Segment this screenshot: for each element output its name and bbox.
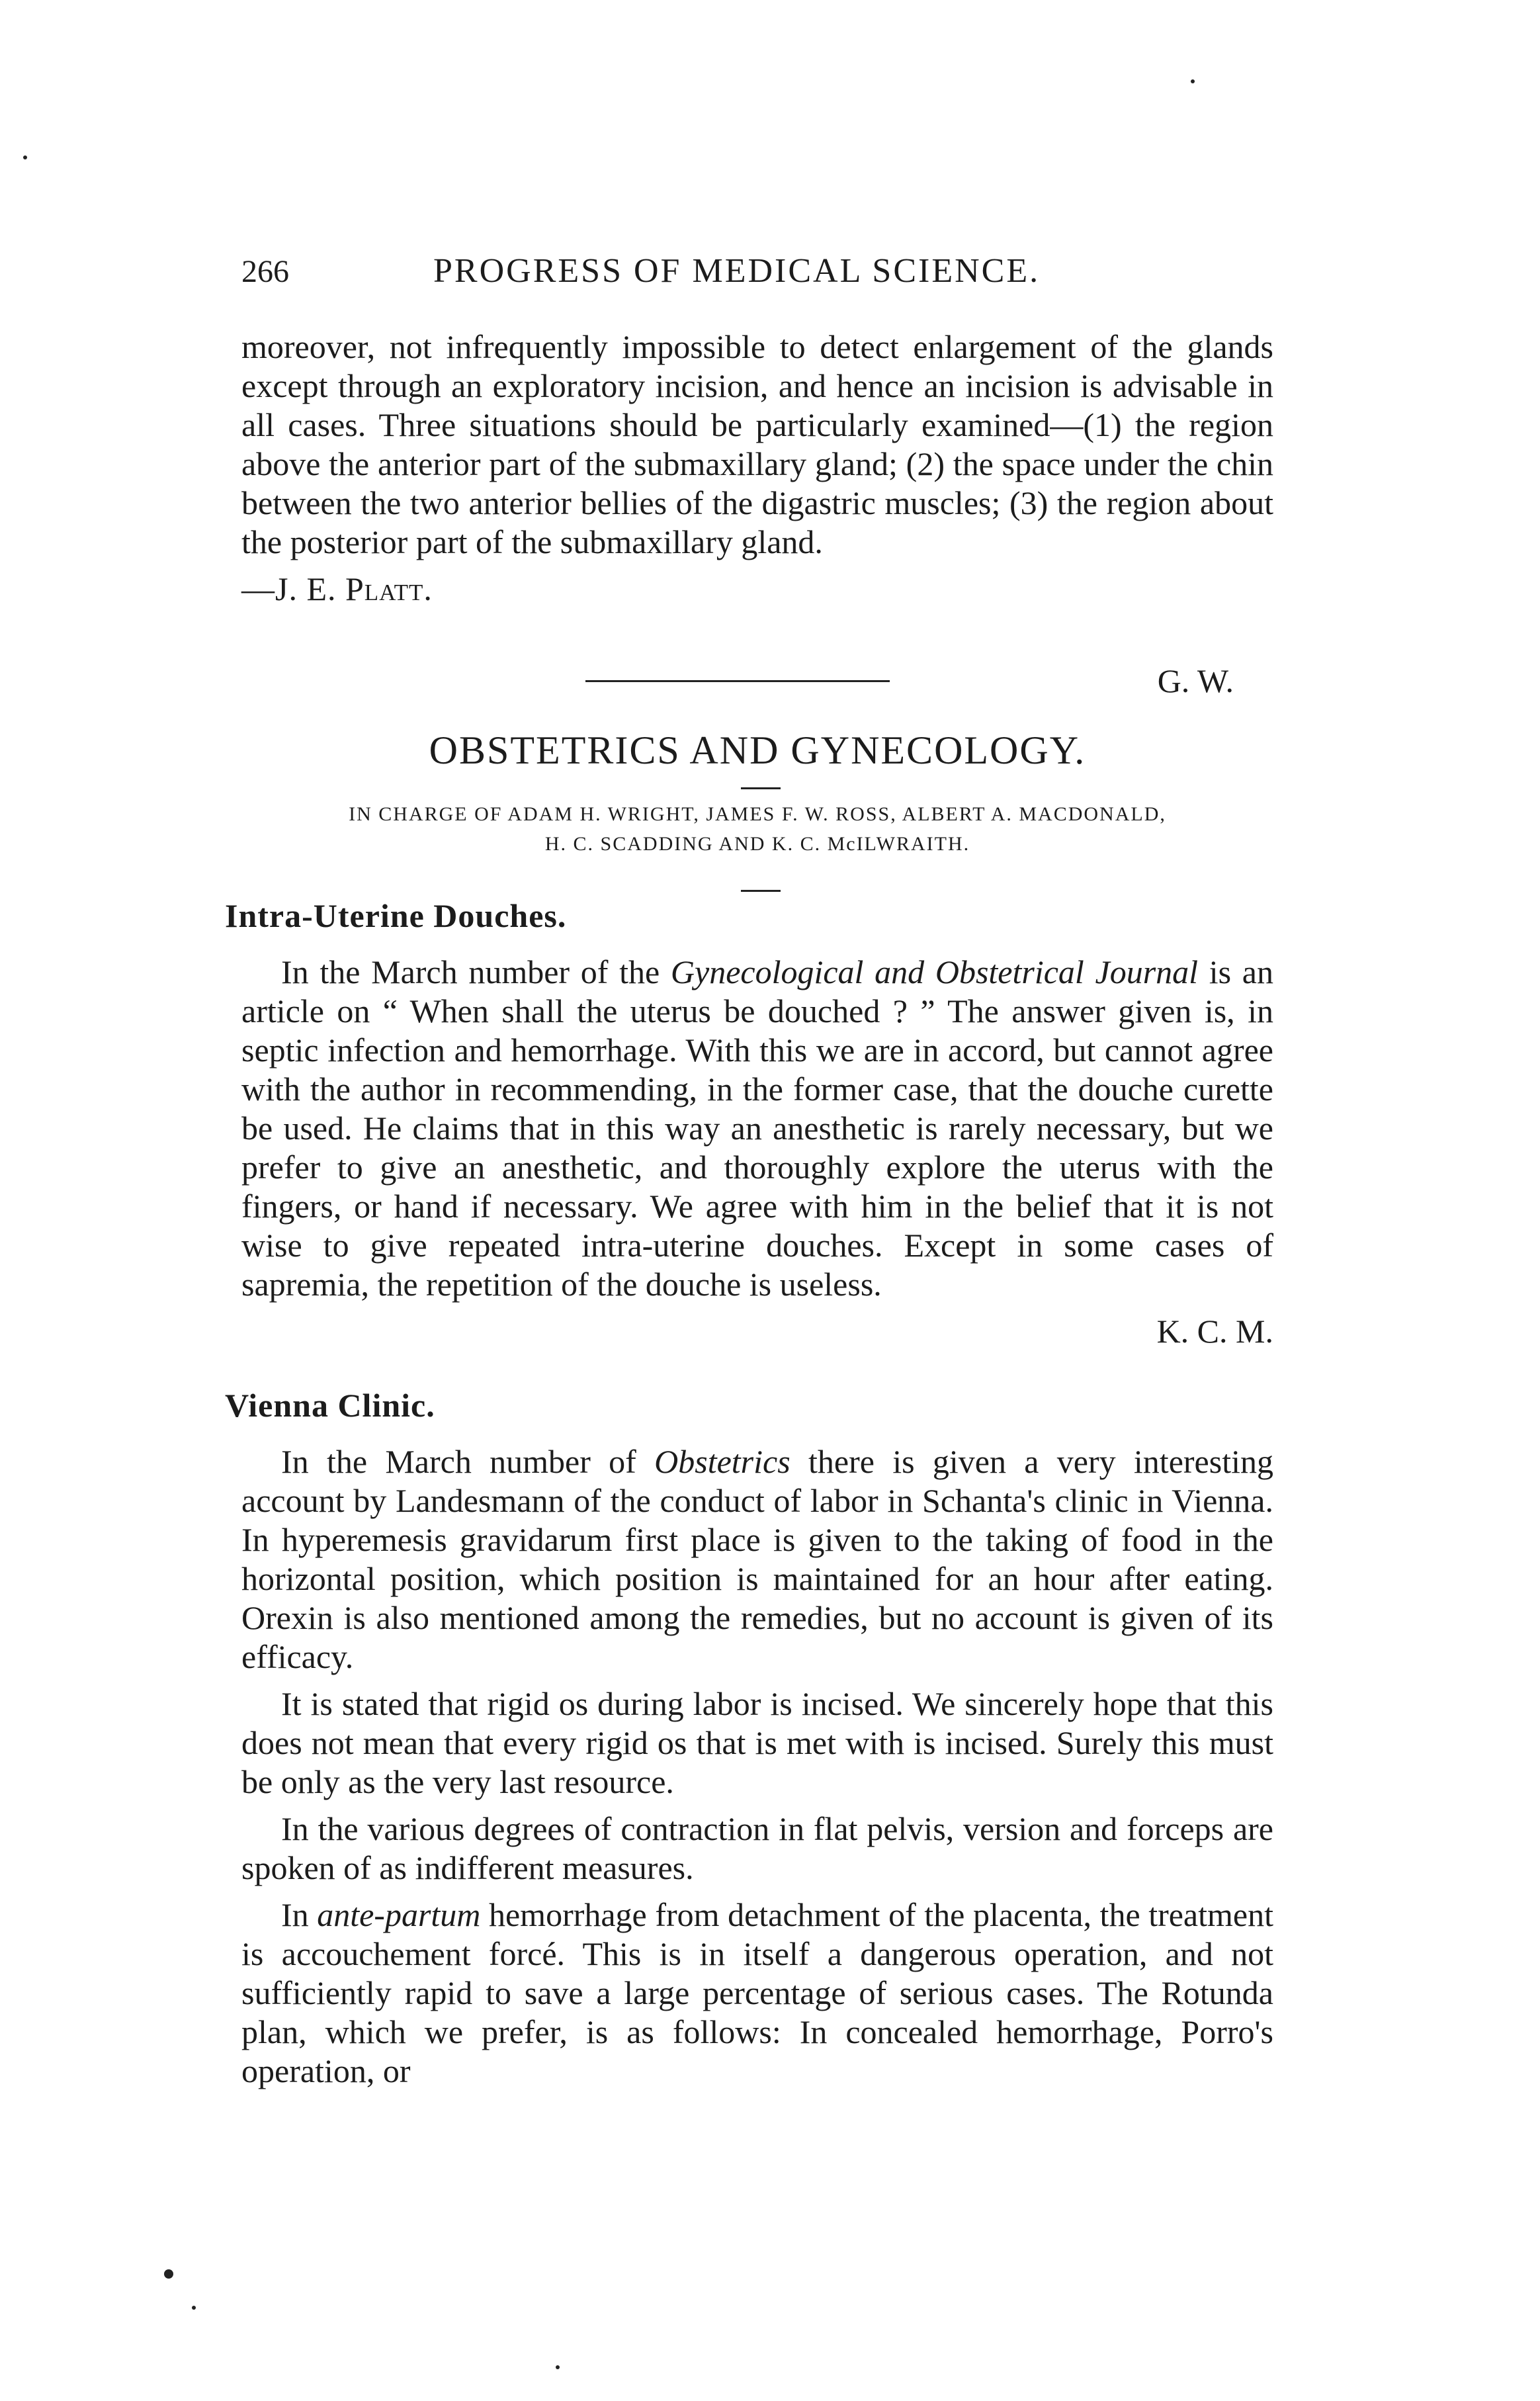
article-signature: K. C. M. <box>1156 1313 1273 1350</box>
article-paragraph: In the various degrees of contraction in flat pelvis, version and forceps are spoken of as indifferent measures. <box>241 1810 1273 1886</box>
page-number: 266 <box>241 254 289 289</box>
journal-title: Obstetrics <box>654 1443 791 1480</box>
article-heading: Vienna Clinic. <box>225 1387 435 1424</box>
latin-term: ante-partum <box>317 1896 481 1933</box>
editors-line-2: H. C. SCADDING AND K. C. McILWRAITH. <box>544 833 970 855</box>
journal-title: Gynecological and Obstetrical Journal <box>670 953 1199 990</box>
running-title: PROGRESS OF MEDICAL SCIENCE. <box>433 252 1041 290</box>
section-title: OBSTETRICS AND GYNECOLOGY. <box>429 728 1086 772</box>
title-rule <box>741 787 781 789</box>
editors-line-1: IN CHARGE OF ADAM H. WRIGHT, JAMES F. W. ROSS, ALBERT A. MACDONALD, <box>349 803 1166 825</box>
editors-rule <box>741 890 781 892</box>
continued-paragraph: moreover, not infrequently impossible to detect enlargement of the glands except through an exploratory incision, and hence an incision is advisable in all cases. Three situations should be particularly examined—(1) the region above the anterior part of the submaxillary gland; (2) the space under the chin between the two anterior bellies of the digastric muscles; (3) the region about the posterior part of the submaxillary gland. <box>241 328 1273 560</box>
running-head <box>241 251 1273 290</box>
ink-speck <box>556 2365 560 2369</box>
article-paragraph: In the March number of the Gynecological and Obstetrical Journal is an article on “ When shall the uterus be douched ? ” The answer given is, in septic infection and hemorrhage. With this we are in accord, but cannot agree with the author in recommending, in the former case, that the douche curette be used. He claims that in this way an anesthetic is rarely necessary, but we prefer to give an anesthetic, and thoroughly explore the uterus with the fingers, or hand if necessary. We agree with him in the belief that it is not wise to give repeated intra-uterine douches. Except in some cases of sapremia, the repetition of the douche is useless. <box>241 953 1273 1303</box>
article-body <box>241 1442 1273 2091</box>
ink-speck <box>23 155 27 159</box>
article-paragraph: In the March number of Obstetrics there is given a very interesting account by Landesmann of the conduct of labor in Schanta's clinic in Vienna. In hyperemesis gravidarum first place is given to the taking of food in the horizontal position, which position is maintained for an hour after eating. Orexin is also mentioned among the remedies, but no account is given of its efficacy. <box>241 1443 1273 1675</box>
ink-speck <box>192 2306 196 2310</box>
ink-speck <box>164 2269 173 2279</box>
editor-initials: G. W. <box>1157 662 1234 699</box>
article-paragraph: In ante-partum hemorrhage from detachment of the placenta, the treatment is accouchement forcé. This is in itself a dangerous operation, and not sufficiently rapid to save a large percentage of serious cases. The Rotunda plan, which we prefer, is as follows: In concealed hemorrhage, Porro's operation, or <box>241 1896 1273 2089</box>
ink-speck <box>1191 79 1195 83</box>
continued-text-block <box>241 327 1273 609</box>
section-separator <box>241 662 1273 701</box>
separator-rule <box>585 680 890 682</box>
citation: —J. E. Platt. <box>241 570 433 607</box>
article-body <box>241 953 1273 1351</box>
article-paragraph: It is stated that rigid os during labor is incised. We sincerely hope that this does not mean that every rigid os that is met with is incised. Surely this must be only as the very last resource. <box>241 1685 1273 1800</box>
article-heading: Intra-Uterine Douches. <box>225 897 567 934</box>
